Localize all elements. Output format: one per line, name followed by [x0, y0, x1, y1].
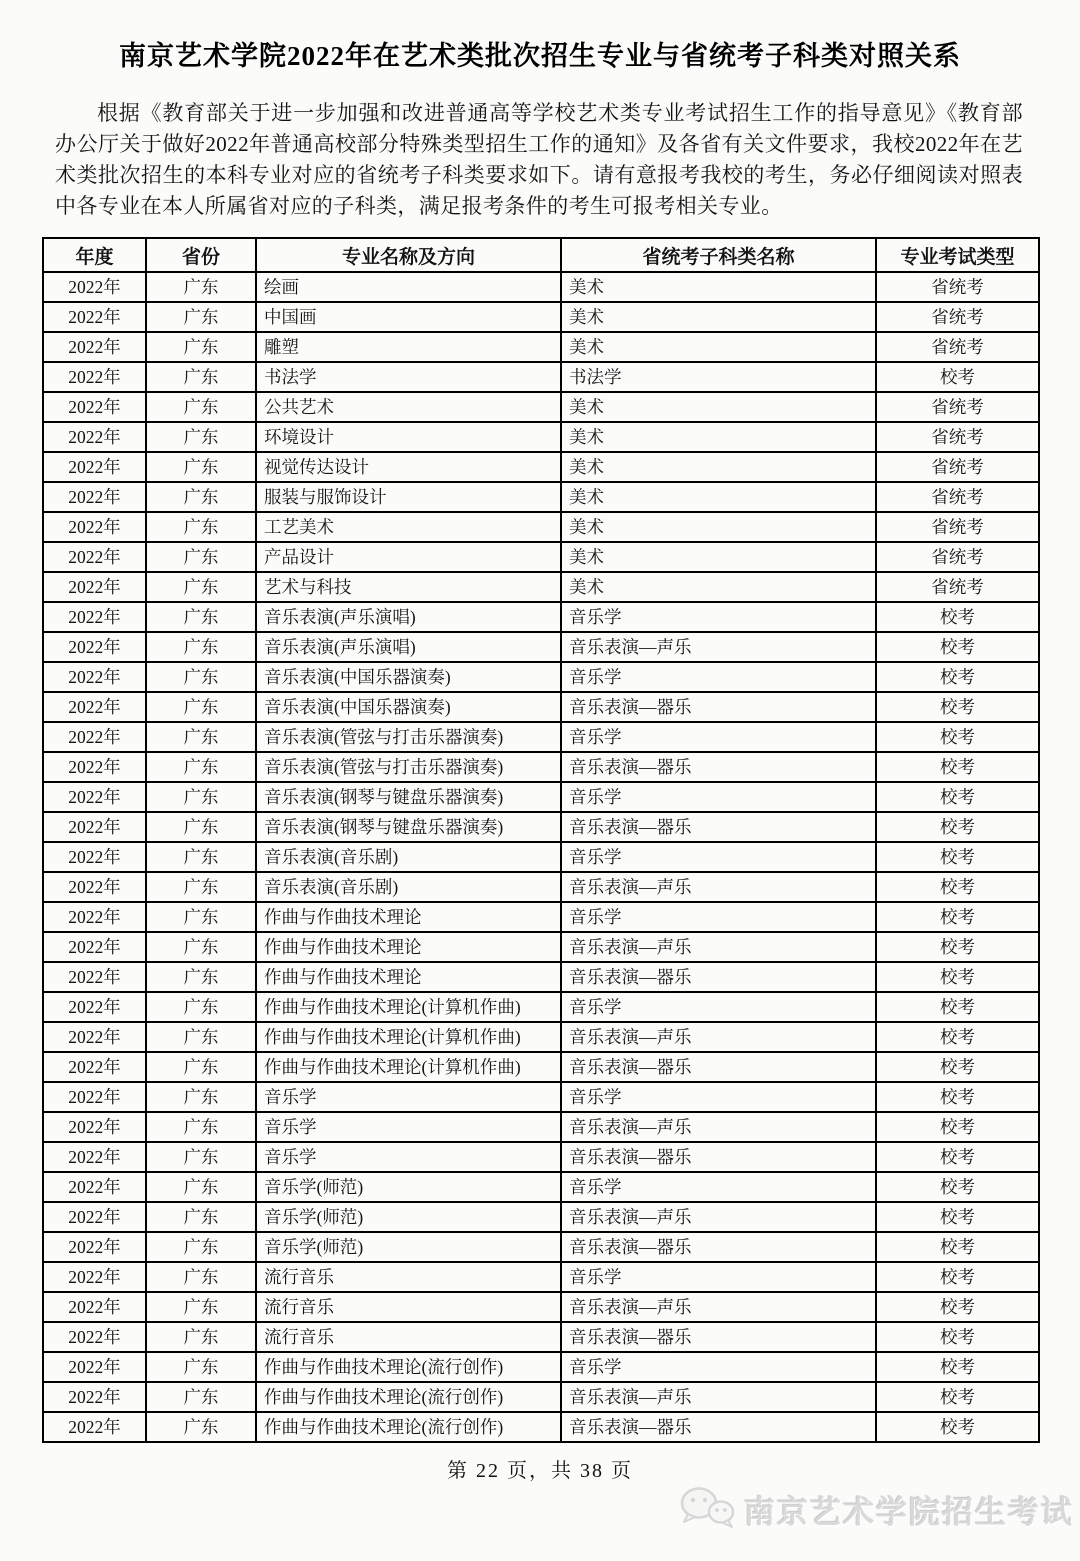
cell-exam-type: 校考 — [876, 1232, 1039, 1262]
cell-exam-type: 校考 — [876, 1142, 1039, 1172]
cell-major: 音乐表演(音乐剧) — [256, 872, 561, 902]
cell-year: 2022年 — [43, 692, 146, 722]
table-row — [43, 902, 1039, 932]
cell-major: 产品设计 — [256, 542, 561, 572]
cell-subcategory: 音乐学 — [561, 842, 876, 872]
cell-year: 2022年 — [43, 1142, 146, 1172]
cell-major: 音乐表演(音乐剧) — [256, 842, 561, 872]
cell-subcategory: 音乐表演—声乐 — [561, 1202, 876, 1232]
table-row — [43, 752, 1039, 782]
cell-year: 2022年 — [43, 572, 146, 602]
watermark — [678, 1484, 1074, 1535]
cell-subcategory: 音乐表演—器乐 — [561, 962, 876, 992]
cell-year: 2022年 — [43, 392, 146, 422]
cell-exam-type: 校考 — [876, 1082, 1039, 1112]
table-row — [43, 722, 1039, 752]
cell-major: 音乐表演(管弦与打击乐器演奏) — [256, 722, 561, 752]
cell-province: 广东 — [146, 662, 256, 692]
table-row — [43, 1202, 1039, 1232]
table-row — [43, 812, 1039, 842]
cell-exam-type: 省统考 — [876, 482, 1039, 512]
cell-province: 广东 — [146, 542, 256, 572]
cell-province: 广东 — [146, 1382, 256, 1412]
cell-year: 2022年 — [43, 422, 146, 452]
cell-major: 服装与服饰设计 — [256, 482, 561, 512]
cell-year: 2022年 — [43, 1232, 146, 1262]
cell-subcategory: 音乐表演—器乐 — [561, 752, 876, 782]
cell-year: 2022年 — [43, 542, 146, 572]
cell-major: 雕塑 — [256, 332, 561, 362]
cell-province: 广东 — [146, 752, 256, 782]
cell-exam-type: 校考 — [876, 1382, 1039, 1412]
cell-province: 广东 — [146, 482, 256, 512]
cell-year: 2022年 — [43, 1382, 146, 1412]
cell-exam-type: 校考 — [876, 1352, 1039, 1382]
cell-year: 2022年 — [43, 812, 146, 842]
table-row — [43, 1262, 1039, 1292]
table-row — [43, 782, 1039, 812]
table-row — [43, 542, 1039, 572]
cell-major: 作曲与作曲技术理论(流行创作) — [256, 1352, 561, 1382]
cell-subcategory: 美术 — [561, 512, 876, 542]
cell-province: 广东 — [146, 1322, 256, 1352]
cell-exam-type: 校考 — [876, 992, 1039, 1022]
cell-province: 广东 — [146, 1232, 256, 1262]
cell-year: 2022年 — [43, 302, 146, 332]
cell-exam-type: 省统考 — [876, 422, 1039, 452]
cell-major: 音乐表演(钢琴与键盘乐器演奏) — [256, 782, 561, 812]
cell-year: 2022年 — [43, 602, 146, 632]
cell-province: 广东 — [146, 1202, 256, 1232]
cell-exam-type: 省统考 — [876, 392, 1039, 422]
table-row — [43, 512, 1039, 542]
cell-year: 2022年 — [43, 272, 146, 302]
cell-province: 广东 — [146, 992, 256, 1022]
column-header: 省统考子科类名称 — [561, 238, 876, 272]
cell-exam-type: 校考 — [876, 1112, 1039, 1142]
cell-exam-type: 校考 — [876, 1172, 1039, 1202]
cell-exam-type: 省统考 — [876, 542, 1039, 572]
cell-exam-type: 校考 — [876, 722, 1039, 752]
cell-year: 2022年 — [43, 842, 146, 872]
cell-major: 作曲与作曲技术理论 — [256, 962, 561, 992]
cell-major: 环境设计 — [256, 422, 561, 452]
cell-subcategory: 美术 — [561, 392, 876, 422]
table-header-row — [43, 238, 1039, 272]
cell-province: 广东 — [146, 1052, 256, 1082]
table-row — [43, 452, 1039, 482]
cell-exam-type: 校考 — [876, 782, 1039, 812]
cell-year: 2022年 — [43, 1352, 146, 1382]
cell-province: 广东 — [146, 782, 256, 812]
cell-province: 广东 — [146, 842, 256, 872]
cell-province: 广东 — [146, 392, 256, 422]
table-body — [43, 272, 1039, 1442]
cell-province: 广东 — [146, 1112, 256, 1142]
page-number: 第 22 页，共 38 页 — [447, 1460, 633, 1482]
cell-subcategory: 音乐学 — [561, 1352, 876, 1382]
cell-major: 作曲与作曲技术理论 — [256, 902, 561, 932]
cell-year: 2022年 — [43, 632, 146, 662]
cell-major: 作曲与作曲技术理论(计算机作曲) — [256, 992, 561, 1022]
table-row — [43, 842, 1039, 872]
cell-subcategory: 音乐学 — [561, 992, 876, 1022]
cell-exam-type: 校考 — [876, 1052, 1039, 1082]
cell-year: 2022年 — [43, 1322, 146, 1352]
cell-province: 广东 — [146, 812, 256, 842]
cell-exam-type: 省统考 — [876, 302, 1039, 332]
table-row — [43, 1022, 1039, 1052]
cell-major: 音乐学(师范) — [256, 1202, 561, 1232]
cell-major: 工艺美术 — [256, 512, 561, 542]
cell-exam-type: 省统考 — [876, 272, 1039, 302]
cell-exam-type: 校考 — [876, 632, 1039, 662]
cell-province: 广东 — [146, 302, 256, 332]
cell-year: 2022年 — [43, 932, 146, 962]
table-row — [43, 1382, 1039, 1412]
cell-subcategory: 美术 — [561, 332, 876, 362]
cell-major: 书法学 — [256, 362, 561, 392]
cell-province: 广东 — [146, 872, 256, 902]
cell-major: 音乐表演(声乐演唱) — [256, 602, 561, 632]
cell-subcategory: 音乐表演—器乐 — [561, 1232, 876, 1262]
cell-major: 流行音乐 — [256, 1262, 561, 1292]
cell-province: 广东 — [146, 632, 256, 662]
cell-major: 音乐学(师范) — [256, 1172, 561, 1202]
cell-year: 2022年 — [43, 332, 146, 362]
cell-province: 广东 — [146, 362, 256, 392]
cell-subcategory: 音乐表演—器乐 — [561, 1412, 876, 1442]
cell-major: 音乐表演(管弦与打击乐器演奏) — [256, 752, 561, 782]
cell-exam-type: 校考 — [876, 752, 1039, 782]
cell-subcategory: 音乐表演—声乐 — [561, 1022, 876, 1052]
cell-subcategory: 美术 — [561, 542, 876, 572]
cell-province: 广东 — [146, 1352, 256, 1382]
cell-subcategory: 音乐学 — [561, 1172, 876, 1202]
table-row — [43, 662, 1039, 692]
table-row — [43, 1172, 1039, 1202]
cell-major: 音乐学(师范) — [256, 1232, 561, 1262]
cell-subcategory: 音乐学 — [561, 782, 876, 812]
cell-year: 2022年 — [43, 1202, 146, 1232]
table-row — [43, 872, 1039, 902]
cell-major: 视觉传达设计 — [256, 452, 561, 482]
cell-province: 广东 — [146, 962, 256, 992]
cell-subcategory: 书法学 — [561, 362, 876, 392]
cell-province: 广东 — [146, 1142, 256, 1172]
cell-major: 作曲与作曲技术理论(流行创作) — [256, 1412, 561, 1442]
table-row — [43, 1352, 1039, 1382]
cell-province: 广东 — [146, 332, 256, 362]
cell-exam-type: 校考 — [876, 1262, 1039, 1292]
cell-province: 广东 — [146, 902, 256, 932]
cell-province: 广东 — [146, 722, 256, 752]
cell-subcategory: 音乐表演—声乐 — [561, 632, 876, 662]
cell-province: 广东 — [146, 512, 256, 542]
column-header: 专业考试类型 — [876, 238, 1039, 272]
table-row — [43, 1412, 1039, 1442]
cell-major: 音乐表演(中国乐器演奏) — [256, 692, 561, 722]
table-row — [43, 482, 1039, 512]
cell-province: 广东 — [146, 692, 256, 722]
cell-exam-type: 校考 — [876, 1322, 1039, 1352]
cell-major: 作曲与作曲技术理论 — [256, 932, 561, 962]
table-row — [43, 362, 1039, 392]
table-row — [43, 572, 1039, 602]
cell-major: 音乐学 — [256, 1112, 561, 1142]
table-row — [43, 332, 1039, 362]
cell-subcategory: 音乐表演—器乐 — [561, 1142, 876, 1172]
cell-subcategory: 音乐表演—声乐 — [561, 1292, 876, 1322]
cell-province: 广东 — [146, 422, 256, 452]
cell-year: 2022年 — [43, 452, 146, 482]
table-row — [43, 992, 1039, 1022]
column-header: 年度 — [43, 238, 146, 272]
cell-subcategory: 音乐表演—器乐 — [561, 812, 876, 842]
cell-major: 公共艺术 — [256, 392, 561, 422]
cell-year: 2022年 — [43, 722, 146, 752]
cell-province: 广东 — [146, 1262, 256, 1292]
table-row — [43, 692, 1039, 722]
wechat-icon — [678, 1484, 736, 1535]
intro-paragraph: 根据《教育部关于进一步加强和改进普通高等学校艺术类专业考试招生工作的指导意见》《教育部办公厅关于做好2022年普通高校部分特殊类型招生工作的通知》及各省有关文件要求，我校2022年在艺术类批次招生的本科专业对应的省统考子科类要求如下。请有意报考我校的考生，务必仔细阅读对照表中各专业在本人所属省对应的子科类，满足报考条件的考生可报考相关专业。 — [55, 101, 1023, 218]
comparison-table — [42, 237, 1040, 1443]
cell-exam-type: 省统考 — [876, 332, 1039, 362]
cell-province: 广东 — [146, 932, 256, 962]
cell-subcategory: 音乐学 — [561, 722, 876, 752]
cell-subcategory: 音乐学 — [561, 902, 876, 932]
cell-major: 作曲与作曲技术理论(流行创作) — [256, 1382, 561, 1412]
cell-exam-type: 校考 — [876, 692, 1039, 722]
cell-exam-type: 校考 — [876, 902, 1039, 932]
cell-subcategory: 音乐表演—声乐 — [561, 932, 876, 962]
cell-year: 2022年 — [43, 1022, 146, 1052]
cell-major: 中国画 — [256, 302, 561, 332]
cell-year: 2022年 — [43, 992, 146, 1022]
table-row — [43, 1322, 1039, 1352]
cell-major: 作曲与作曲技术理论(计算机作曲) — [256, 1022, 561, 1052]
cell-year: 2022年 — [43, 902, 146, 932]
cell-province: 广东 — [146, 1082, 256, 1112]
cell-province: 广东 — [146, 1412, 256, 1442]
table-row — [43, 1232, 1039, 1262]
cell-exam-type: 校考 — [876, 1202, 1039, 1232]
cell-exam-type: 校考 — [876, 362, 1039, 392]
cell-major: 音乐学 — [256, 1142, 561, 1172]
cell-major: 艺术与科技 — [256, 572, 561, 602]
page-title: 南京艺术学院2022年在艺术类批次招生专业与省统考子科类对照关系 — [119, 41, 961, 71]
table-row — [43, 962, 1039, 992]
cell-year: 2022年 — [43, 362, 146, 392]
cell-year: 2022年 — [43, 1172, 146, 1202]
cell-subcategory: 美术 — [561, 422, 876, 452]
table-row — [43, 272, 1039, 302]
cell-exam-type: 校考 — [876, 872, 1039, 902]
cell-year: 2022年 — [43, 752, 146, 782]
column-header: 专业名称及方向 — [256, 238, 561, 272]
cell-exam-type: 校考 — [876, 1292, 1039, 1322]
cell-subcategory: 美术 — [561, 572, 876, 602]
cell-major: 音乐学 — [256, 1082, 561, 1112]
cell-province: 广东 — [146, 602, 256, 632]
cell-exam-type: 校考 — [876, 932, 1039, 962]
cell-year: 2022年 — [43, 482, 146, 512]
cell-subcategory: 音乐表演—声乐 — [561, 1382, 876, 1412]
cell-year: 2022年 — [43, 782, 146, 812]
watermark-text: 南京艺术学院招生考试 — [744, 1495, 1074, 1530]
table-row — [43, 932, 1039, 962]
cell-major: 绘画 — [256, 272, 561, 302]
cell-province: 广东 — [146, 1022, 256, 1052]
table-row — [43, 632, 1039, 662]
cell-exam-type: 校考 — [876, 602, 1039, 632]
cell-subcategory: 音乐表演—器乐 — [561, 1322, 876, 1352]
table-row — [43, 1142, 1039, 1172]
cell-year: 2022年 — [43, 1292, 146, 1322]
cell-year: 2022年 — [43, 512, 146, 542]
table-row — [43, 602, 1039, 632]
cell-exam-type: 省统考 — [876, 572, 1039, 602]
cell-exam-type: 校考 — [876, 812, 1039, 842]
cell-year: 2022年 — [43, 872, 146, 902]
cell-subcategory: 音乐学 — [561, 662, 876, 692]
cell-subcategory: 美术 — [561, 452, 876, 482]
cell-major: 流行音乐 — [256, 1322, 561, 1352]
table-row — [43, 1292, 1039, 1322]
cell-subcategory: 音乐表演—器乐 — [561, 1052, 876, 1082]
cell-subcategory: 音乐表演—声乐 — [561, 872, 876, 902]
table-row — [43, 302, 1039, 332]
cell-exam-type: 校考 — [876, 662, 1039, 692]
cell-subcategory: 美术 — [561, 302, 876, 332]
cell-subcategory: 音乐学 — [561, 1262, 876, 1292]
cell-year: 2022年 — [43, 962, 146, 992]
cell-year: 2022年 — [43, 1412, 146, 1442]
cell-exam-type: 校考 — [876, 842, 1039, 872]
cell-year: 2022年 — [43, 1082, 146, 1112]
cell-exam-type: 校考 — [876, 1022, 1039, 1052]
cell-province: 广东 — [146, 572, 256, 602]
cell-major: 流行音乐 — [256, 1292, 561, 1322]
table-row — [43, 392, 1039, 422]
cell-subcategory: 美术 — [561, 272, 876, 302]
column-header: 省份 — [146, 238, 256, 272]
cell-province: 广东 — [146, 1292, 256, 1322]
table-row — [43, 422, 1039, 452]
cell-province: 广东 — [146, 1172, 256, 1202]
cell-subcategory: 音乐学 — [561, 1082, 876, 1112]
cell-exam-type: 校考 — [876, 1412, 1039, 1442]
cell-major: 作曲与作曲技术理论(计算机作曲) — [256, 1052, 561, 1082]
cell-province: 广东 — [146, 452, 256, 482]
cell-subcategory: 音乐学 — [561, 602, 876, 632]
cell-subcategory: 音乐表演—器乐 — [561, 692, 876, 722]
cell-year: 2022年 — [43, 1052, 146, 1082]
table-row — [43, 1082, 1039, 1112]
cell-year: 2022年 — [43, 1262, 146, 1292]
cell-major: 音乐表演(声乐演唱) — [256, 632, 561, 662]
cell-year: 2022年 — [43, 662, 146, 692]
cell-major: 音乐表演(中国乐器演奏) — [256, 662, 561, 692]
cell-province: 广东 — [146, 272, 256, 302]
cell-subcategory: 音乐表演—声乐 — [561, 1112, 876, 1142]
table-row — [43, 1112, 1039, 1142]
cell-exam-type: 省统考 — [876, 512, 1039, 542]
cell-exam-type: 校考 — [876, 962, 1039, 992]
table-row — [43, 1052, 1039, 1082]
cell-exam-type: 省统考 — [876, 452, 1039, 482]
cell-year: 2022年 — [43, 1112, 146, 1142]
cell-subcategory: 美术 — [561, 482, 876, 512]
cell-major: 音乐表演(钢琴与键盘乐器演奏) — [256, 812, 561, 842]
